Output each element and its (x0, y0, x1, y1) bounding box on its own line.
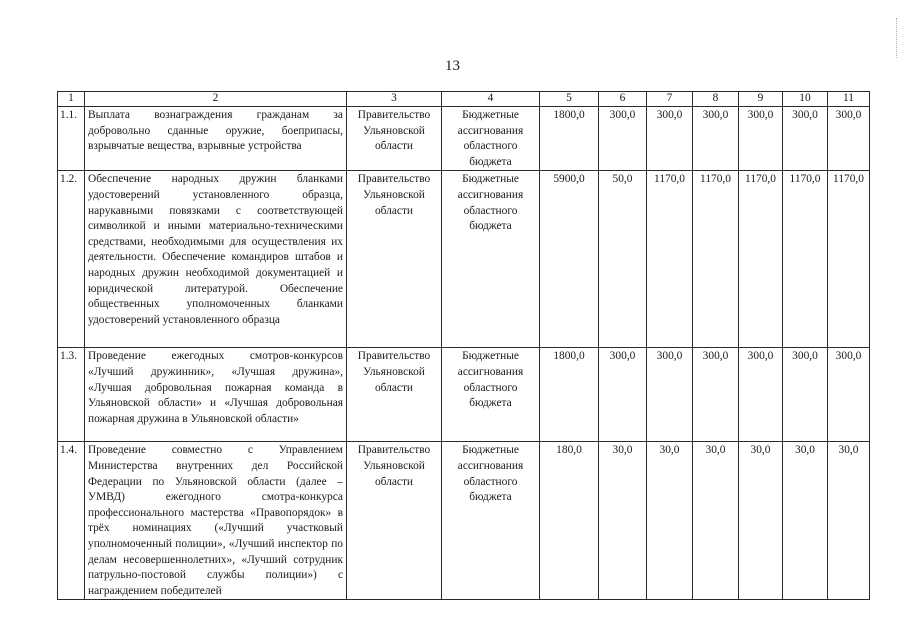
amount-year: 1170,0 (693, 171, 739, 348)
column-header: 7 (647, 92, 693, 107)
column-header: 1 (58, 92, 85, 107)
amount-year: 300,0 (828, 107, 870, 171)
amount-year: 300,0 (647, 107, 693, 171)
row-number: 1.2. (58, 171, 85, 348)
column-header: 9 (739, 92, 783, 107)
amount-year: 1170,0 (739, 171, 783, 348)
amount-year: 30,0 (739, 442, 783, 600)
amount-year: 300,0 (693, 348, 739, 442)
table-row (58, 171, 870, 348)
amount-total: 1800,0 (540, 107, 599, 171)
row-number: 1.4. (58, 442, 85, 600)
executor-cell: Правительство Ульяновской области (347, 171, 442, 348)
row-number: 1.1. (58, 107, 85, 171)
amount-year: 30,0 (783, 442, 828, 600)
table-row (58, 442, 870, 600)
funding-source-cell: Бюджетные ассигнования областного бюджета (442, 171, 540, 348)
page-number: 13 (445, 58, 460, 74)
column-header: 8 (693, 92, 739, 107)
amount-year: 300,0 (647, 348, 693, 442)
table-row (58, 348, 870, 442)
amount-year: 1170,0 (647, 171, 693, 348)
amount-year: 50,0 (599, 171, 647, 348)
column-header: 10 (783, 92, 828, 107)
column-header: 11 (828, 92, 870, 107)
amount-year: 300,0 (599, 348, 647, 442)
activity-description: Обеспечение народных дружин бланками удостоверений установленного образца, нарукавными повязками с соответствующей символикой и иными материально-техническими средствами, необходимыми для осуществления их деятельности. Обеспечение командиров штабов и народных дружин необходимой документацией и юридической литературой. Обеспечение общественных уполномоченных бланками удостоверений установленного образца (85, 171, 347, 348)
column-header: 2 (85, 92, 347, 107)
amount-year: 300,0 (599, 107, 647, 171)
amount-year: 300,0 (828, 348, 870, 442)
column-header: 3 (347, 92, 442, 107)
amount-year: 1170,0 (828, 171, 870, 348)
amount-total: 180,0 (540, 442, 599, 600)
scan-margin-marks (896, 18, 899, 58)
row-number: 1.3. (58, 348, 85, 442)
executor-cell: Правительство Ульяновской области (347, 348, 442, 442)
funding-source-cell: Бюджетные ассигнования областного бюджета (442, 442, 540, 600)
column-header: 5 (540, 92, 599, 107)
amount-year: 300,0 (783, 107, 828, 171)
amount-year: 30,0 (647, 442, 693, 600)
amount-year: 300,0 (739, 107, 783, 171)
executor-cell: Правительство Ульяновской области (347, 107, 442, 171)
amount-year: 300,0 (739, 348, 783, 442)
column-header: 6 (599, 92, 647, 107)
funding-source-cell: Бюджетные ассигнования областного бюджета (442, 348, 540, 442)
activity-description: Проведение ежегодных смотров-конкурсов «Лучший дружинник», «Лучшая дружина», «Лучшая добровольная пожарная команда в Ульяновской области» и «Лучшая добровольная пожарная дружина в Ульяновской области» (85, 348, 347, 442)
amount-year: 30,0 (693, 442, 739, 600)
activity-description: Выплата вознаграждения гражданам за добровольно сданные оружие, боеприпасы, взрывчатые вещества, взрывные устройства (85, 107, 347, 171)
amount-total: 5900,0 (540, 171, 599, 348)
budget-table (57, 91, 870, 600)
table-header-row (58, 92, 870, 107)
amount-year: 30,0 (599, 442, 647, 600)
activity-description: Проведение совместно с Управлением Министерства внутренних дел Российской Федерации по Ульяновской области (далее – УМВД) ежегодного смотра-конкурса профессионального мастерства «Правопорядок» в трёх номинациях («Лучший участковый уполномоченный полиции», «Лучший инспектор по делам несовершеннолетних», «Лучший сотрудник патрульно-постовой службы полиции») с награждением победителей (85, 442, 347, 600)
executor-cell: Правительство Ульяновской области (347, 442, 442, 600)
column-header: 4 (442, 92, 540, 107)
amount-year: 300,0 (693, 107, 739, 171)
table-row (58, 107, 870, 171)
amount-total: 1800,0 (540, 348, 599, 442)
funding-source-cell: Бюджетные ассигнования областного бюджета (442, 107, 540, 171)
amount-year: 300,0 (783, 348, 828, 442)
amount-year: 1170,0 (783, 171, 828, 348)
amount-year: 30,0 (828, 442, 870, 600)
